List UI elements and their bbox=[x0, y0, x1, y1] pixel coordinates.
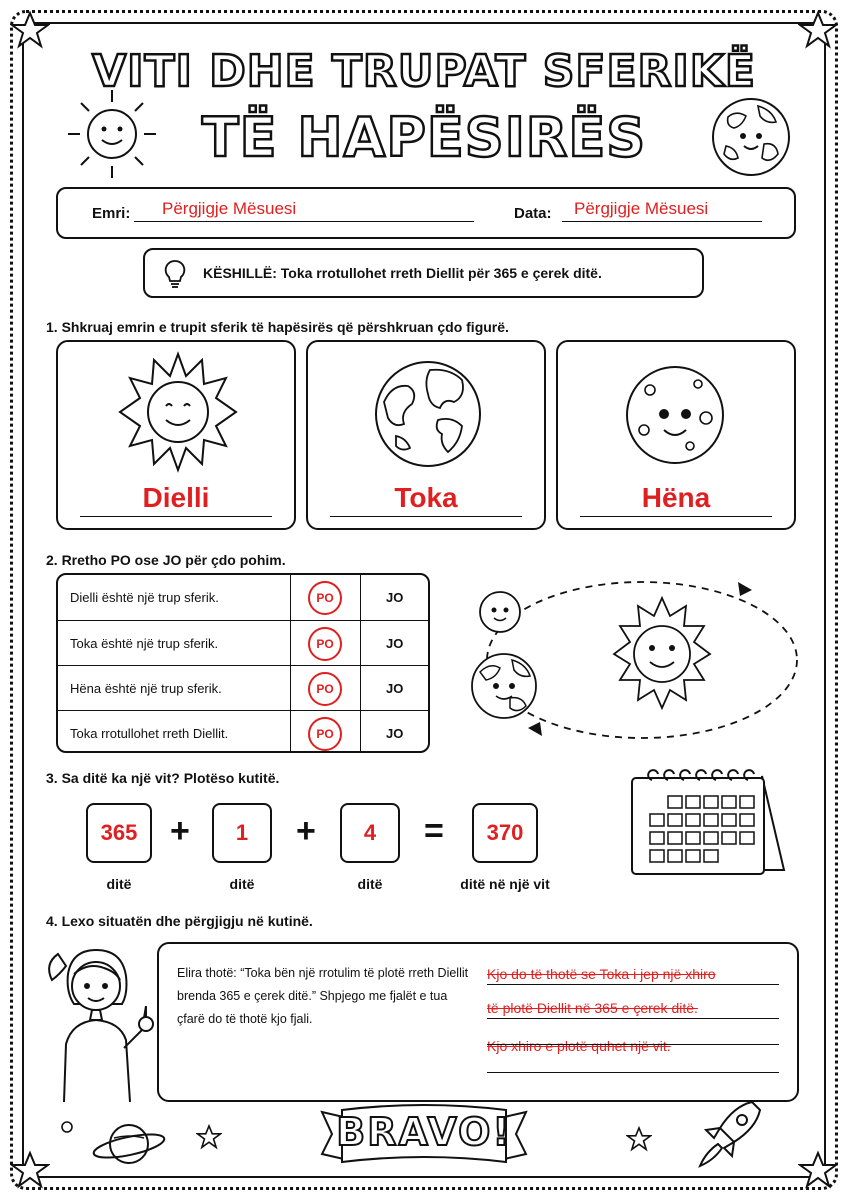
days-total-box[interactable]: 370 bbox=[472, 803, 538, 863]
card-answer-earth[interactable]: Toka bbox=[394, 482, 458, 513]
circle-icon bbox=[60, 1120, 74, 1134]
planet-icon bbox=[90, 1116, 168, 1172]
worksheet-title-line2: TË HAPËSIRËS bbox=[201, 106, 647, 169]
figure-card-earth bbox=[306, 340, 546, 530]
star-icon bbox=[798, 10, 838, 50]
name-label: Emri: bbox=[92, 205, 131, 222]
answer-line bbox=[580, 516, 772, 517]
lightbulb-icon bbox=[161, 258, 189, 290]
statement-text: Dielli është një trup sferik. bbox=[70, 590, 219, 605]
answer-line bbox=[80, 516, 272, 517]
star-icon bbox=[626, 1126, 652, 1152]
question-1-prompt: 1. Shkruaj emrin e trupit sferik të hapësirës që përshkruan çdo figurë. bbox=[46, 319, 509, 335]
girl-illustration bbox=[38, 944, 160, 1104]
po-option-circled[interactable]: PO bbox=[308, 717, 342, 751]
bravo-text: BRAVO! bbox=[336, 1110, 512, 1154]
statement-text: Hëna është një trup sferik. bbox=[70, 681, 222, 696]
po-option-circled[interactable]: PO bbox=[308, 627, 342, 661]
unit-label: ditë bbox=[106, 876, 132, 892]
true-false-table bbox=[56, 573, 430, 753]
sun-icon bbox=[116, 350, 240, 474]
plus-sign: + bbox=[296, 812, 316, 850]
table-row bbox=[58, 710, 428, 753]
calendar-icon bbox=[612, 766, 788, 878]
unit-label: ditë bbox=[229, 876, 255, 892]
tip-body: Toka rrotullohet rreth Diellit për 365 e çerek ditë. bbox=[280, 265, 602, 281]
unit-label: ditë bbox=[357, 876, 383, 892]
answer-line-2[interactable]: të plotë Diellit në 365 e çerek ditë. bbox=[487, 1000, 698, 1016]
earth-icon bbox=[706, 92, 796, 182]
po-option-circled[interactable]: PO bbox=[308, 672, 342, 706]
answer-line bbox=[487, 984, 779, 985]
question-3-prompt: 3. Sa ditë ka një vit? Plotëso kutitë. bbox=[46, 770, 280, 786]
equals-sign: = bbox=[424, 812, 444, 850]
name-line bbox=[134, 221, 474, 222]
earth-icon bbox=[472, 654, 536, 718]
days-box-3[interactable]: 4 bbox=[340, 803, 400, 863]
po-option-circled[interactable]: PO bbox=[308, 581, 342, 615]
jo-option[interactable]: JO bbox=[386, 726, 404, 741]
star-icon bbox=[196, 1124, 222, 1150]
figure-card-moon bbox=[556, 340, 796, 530]
moon-icon bbox=[480, 592, 520, 632]
plus-sign: + bbox=[170, 812, 190, 850]
moon-icon bbox=[620, 360, 730, 470]
answer-line bbox=[487, 1044, 779, 1045]
story-text: Elira thotë: “Toka bën një rrotulim të plotë rreth Diellit brenda 365 e çerek ditë.” Shpjego me fjalët e tua çfarë do të thotë kjo fjali. bbox=[177, 966, 469, 1026]
tip-box bbox=[143, 248, 704, 298]
statement-text: Toka rrotullohet rreth Diellit. bbox=[70, 726, 229, 741]
date-line bbox=[562, 221, 762, 222]
tip-text bbox=[203, 265, 602, 281]
student-info-box bbox=[56, 187, 796, 239]
answer-line-3[interactable]: Kjo xhiro e plotë quhet një vit. bbox=[487, 1038, 671, 1054]
sun-icon bbox=[614, 598, 710, 708]
unit-label: ditë në një vit bbox=[460, 876, 550, 892]
answer-line bbox=[487, 1018, 779, 1019]
jo-option[interactable]: JO bbox=[386, 590, 404, 605]
table-row bbox=[58, 665, 428, 710]
table-row bbox=[58, 575, 428, 620]
date-label: Data: bbox=[514, 205, 552, 222]
sun-icon bbox=[62, 84, 162, 184]
earth-icon bbox=[370, 356, 486, 472]
rocket-icon bbox=[694, 1098, 764, 1172]
table-row bbox=[58, 620, 428, 665]
orbit-illustration bbox=[460, 568, 805, 753]
card-answer-sun[interactable]: Dielli bbox=[142, 482, 210, 513]
star-icon bbox=[10, 10, 50, 50]
jo-option[interactable]: JO bbox=[386, 681, 404, 696]
answer-line-1[interactable]: Kjo do të thotë se Toka i jep një xhiro bbox=[487, 966, 716, 982]
star-icon bbox=[10, 1150, 50, 1190]
answer-line bbox=[487, 1072, 779, 1073]
statement-text: Toka është një trup sferik. bbox=[70, 636, 219, 651]
date-field[interactable]: Përgjigje Mësuesi bbox=[574, 199, 709, 218]
worksheet-title-line1: VITI DHE TRUPAT SFERIKË bbox=[92, 46, 756, 97]
question-2-prompt: 2. Rretho PO ose JO për çdo pohim. bbox=[46, 552, 286, 568]
jo-option[interactable]: JO bbox=[386, 636, 404, 651]
card-answer-moon[interactable]: Hëna bbox=[641, 482, 711, 513]
answer-line bbox=[330, 516, 522, 517]
name-field[interactable]: Përgjigje Mësuesi bbox=[162, 199, 297, 218]
star-icon bbox=[798, 1150, 838, 1190]
figure-card-sun bbox=[56, 340, 296, 530]
tip-label: KËSHILLË: bbox=[203, 265, 277, 281]
days-box-1[interactable]: 365 bbox=[86, 803, 152, 863]
answer-box bbox=[157, 942, 799, 1102]
bravo-banner bbox=[318, 1104, 530, 1168]
days-box-2[interactable]: 1 bbox=[212, 803, 272, 863]
question-4-prompt: 4. Lexo situatën dhe përgjigju në kutinë. bbox=[46, 913, 313, 929]
